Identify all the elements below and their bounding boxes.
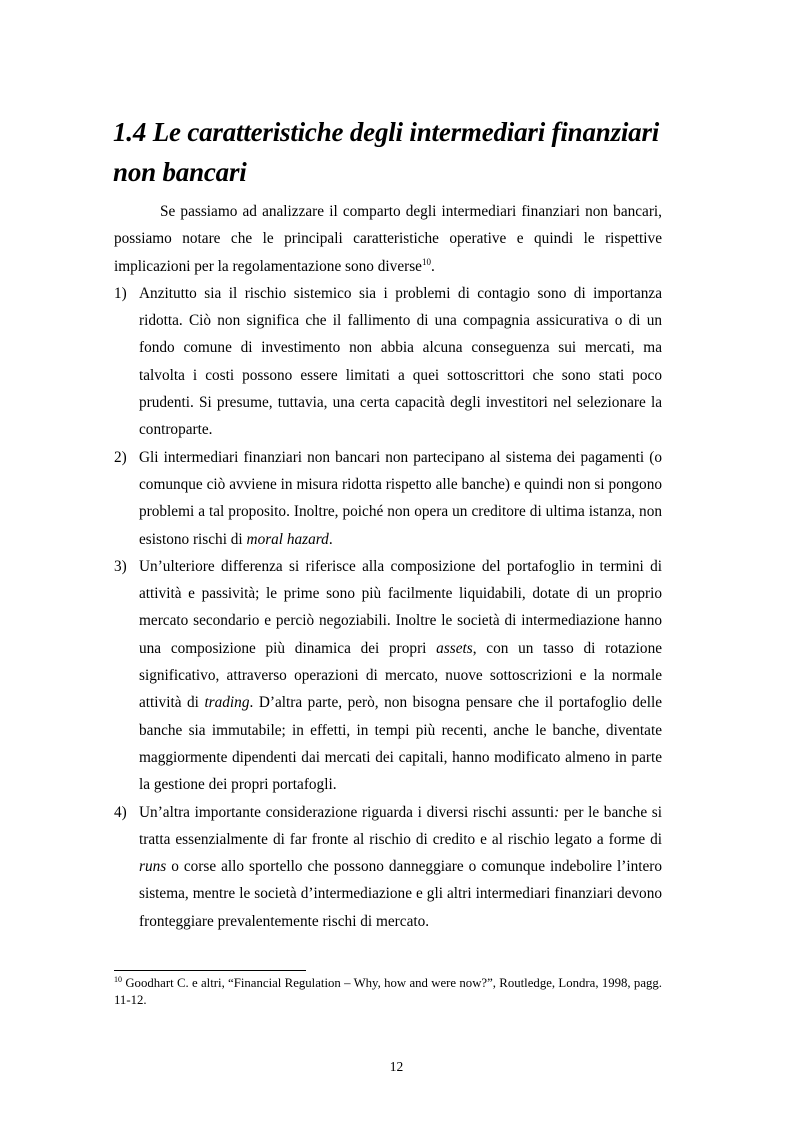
footnote — [114, 975, 662, 1009]
intro-paragraph — [114, 198, 662, 280]
list-item-number: 3) — [114, 557, 127, 575]
list-item-text: Anzitutto sia il rischio sistemico sia i problemi di contagio sono di importanza ridotta. Ciò non significa che il fallimento di una compagnia assicurativa o di un fondo comune di investimento non abbia alcuna conseguenza sui mercati, ma talvolta i costi possono essere limitati a quei sottoscrittori che sono stati poco prudenti. Si presume, tuttavia, una certa capacità degli investitori nel selezionare la controparte. — [139, 284, 662, 439]
italic-term: trading — [204, 694, 250, 712]
italic-term: runs — [139, 858, 167, 876]
footnote-reference[interactable]: 10 — [421, 256, 431, 267]
footnote-separator — [114, 970, 306, 971]
list-item-text: per le banche si tratta essenzialmente di far fronte al rischio di credito e al rischio legato a forme di — [139, 803, 663, 848]
intro-text: Se passiamo ad analizzare il comparto degli intermediari finanziari non bancari, possiamo notare che le principali caratteristiche operative e quindi le rispettive implicazioni per la regolamentazione sono diverse — [114, 203, 662, 275]
list-item-text: Un’ulteriore differenza si riferisce alla composizione del portafoglio in termini di attività e passività; le prime sono più facilmente liquidabili, dotate di un proprio mercato secondario e perciò negoziabili. Inoltre le società di intermediazione hanno una composizione più dinamica dei propri — [139, 557, 662, 657]
body-text — [114, 198, 662, 935]
italic-colon: : — [554, 803, 560, 821]
list-item-number: 4) — [114, 803, 127, 821]
list-item-text: . D’altra parte, però, non bisogna pensare che il portafoglio delle banche sia immutabile; in effetti, in tempi più recenti, anche le banche, diventate maggiormente dipendenti dai mercati dei capitali, hanno modificato almeno in parte la gestione dei propri portafogli. — [139, 694, 662, 794]
list-item-text: . — [328, 530, 333, 548]
italic-term: assets — [436, 639, 473, 657]
numbered-list — [114, 280, 662, 935]
list-item — [114, 553, 662, 799]
list-item-text: , con un tasso di rotazione significativo, attraverso operazioni di mercato, nuove sottoscrizioni e la normale attività di — [139, 639, 663, 712]
list-item — [114, 444, 662, 553]
footnote-text: Goodhart C. e altri, “Financial Regulation – Why, how and were now?”, Routledge, Londra, 1998, pagg. 11-12. — [114, 976, 663, 1007]
section-heading: 1.4 Le caratteristiche degli intermediari finanziari non bancari — [113, 117, 660, 187]
italic-term: moral hazard — [246, 530, 329, 548]
list-item-number: 2) — [114, 448, 127, 466]
list-item-number: 1) — [114, 284, 127, 302]
footnote-number: 10 — [114, 975, 122, 984]
list-item-text: Gli intermediari finanziari non bancari non partecipano al sistema dei pagamenti (o comunque ciò avviene in misura ridotta rispetto alle banche) e quindi non si pongono problemi a tal proposito. Inoltre, poiché non opera un creditore di ultima istanza, non esistono rischi di — [139, 448, 662, 548]
page-number: 12 — [389, 1059, 404, 1074]
list-item-text: o corse allo sportello che possono danneggiare o comunque indebolire l’intero sistema, mentre le società d’intermediazione e gli altri intermediari finanziari devono fronteggiare prevalentemente rischi di mercato. — [139, 858, 662, 930]
intro-end: . — [430, 257, 435, 275]
list-item-text: Un’altra importante considerazione riguarda i diversi rischi assunti — [139, 803, 555, 821]
list-item — [114, 280, 662, 444]
list-item — [114, 799, 662, 935]
